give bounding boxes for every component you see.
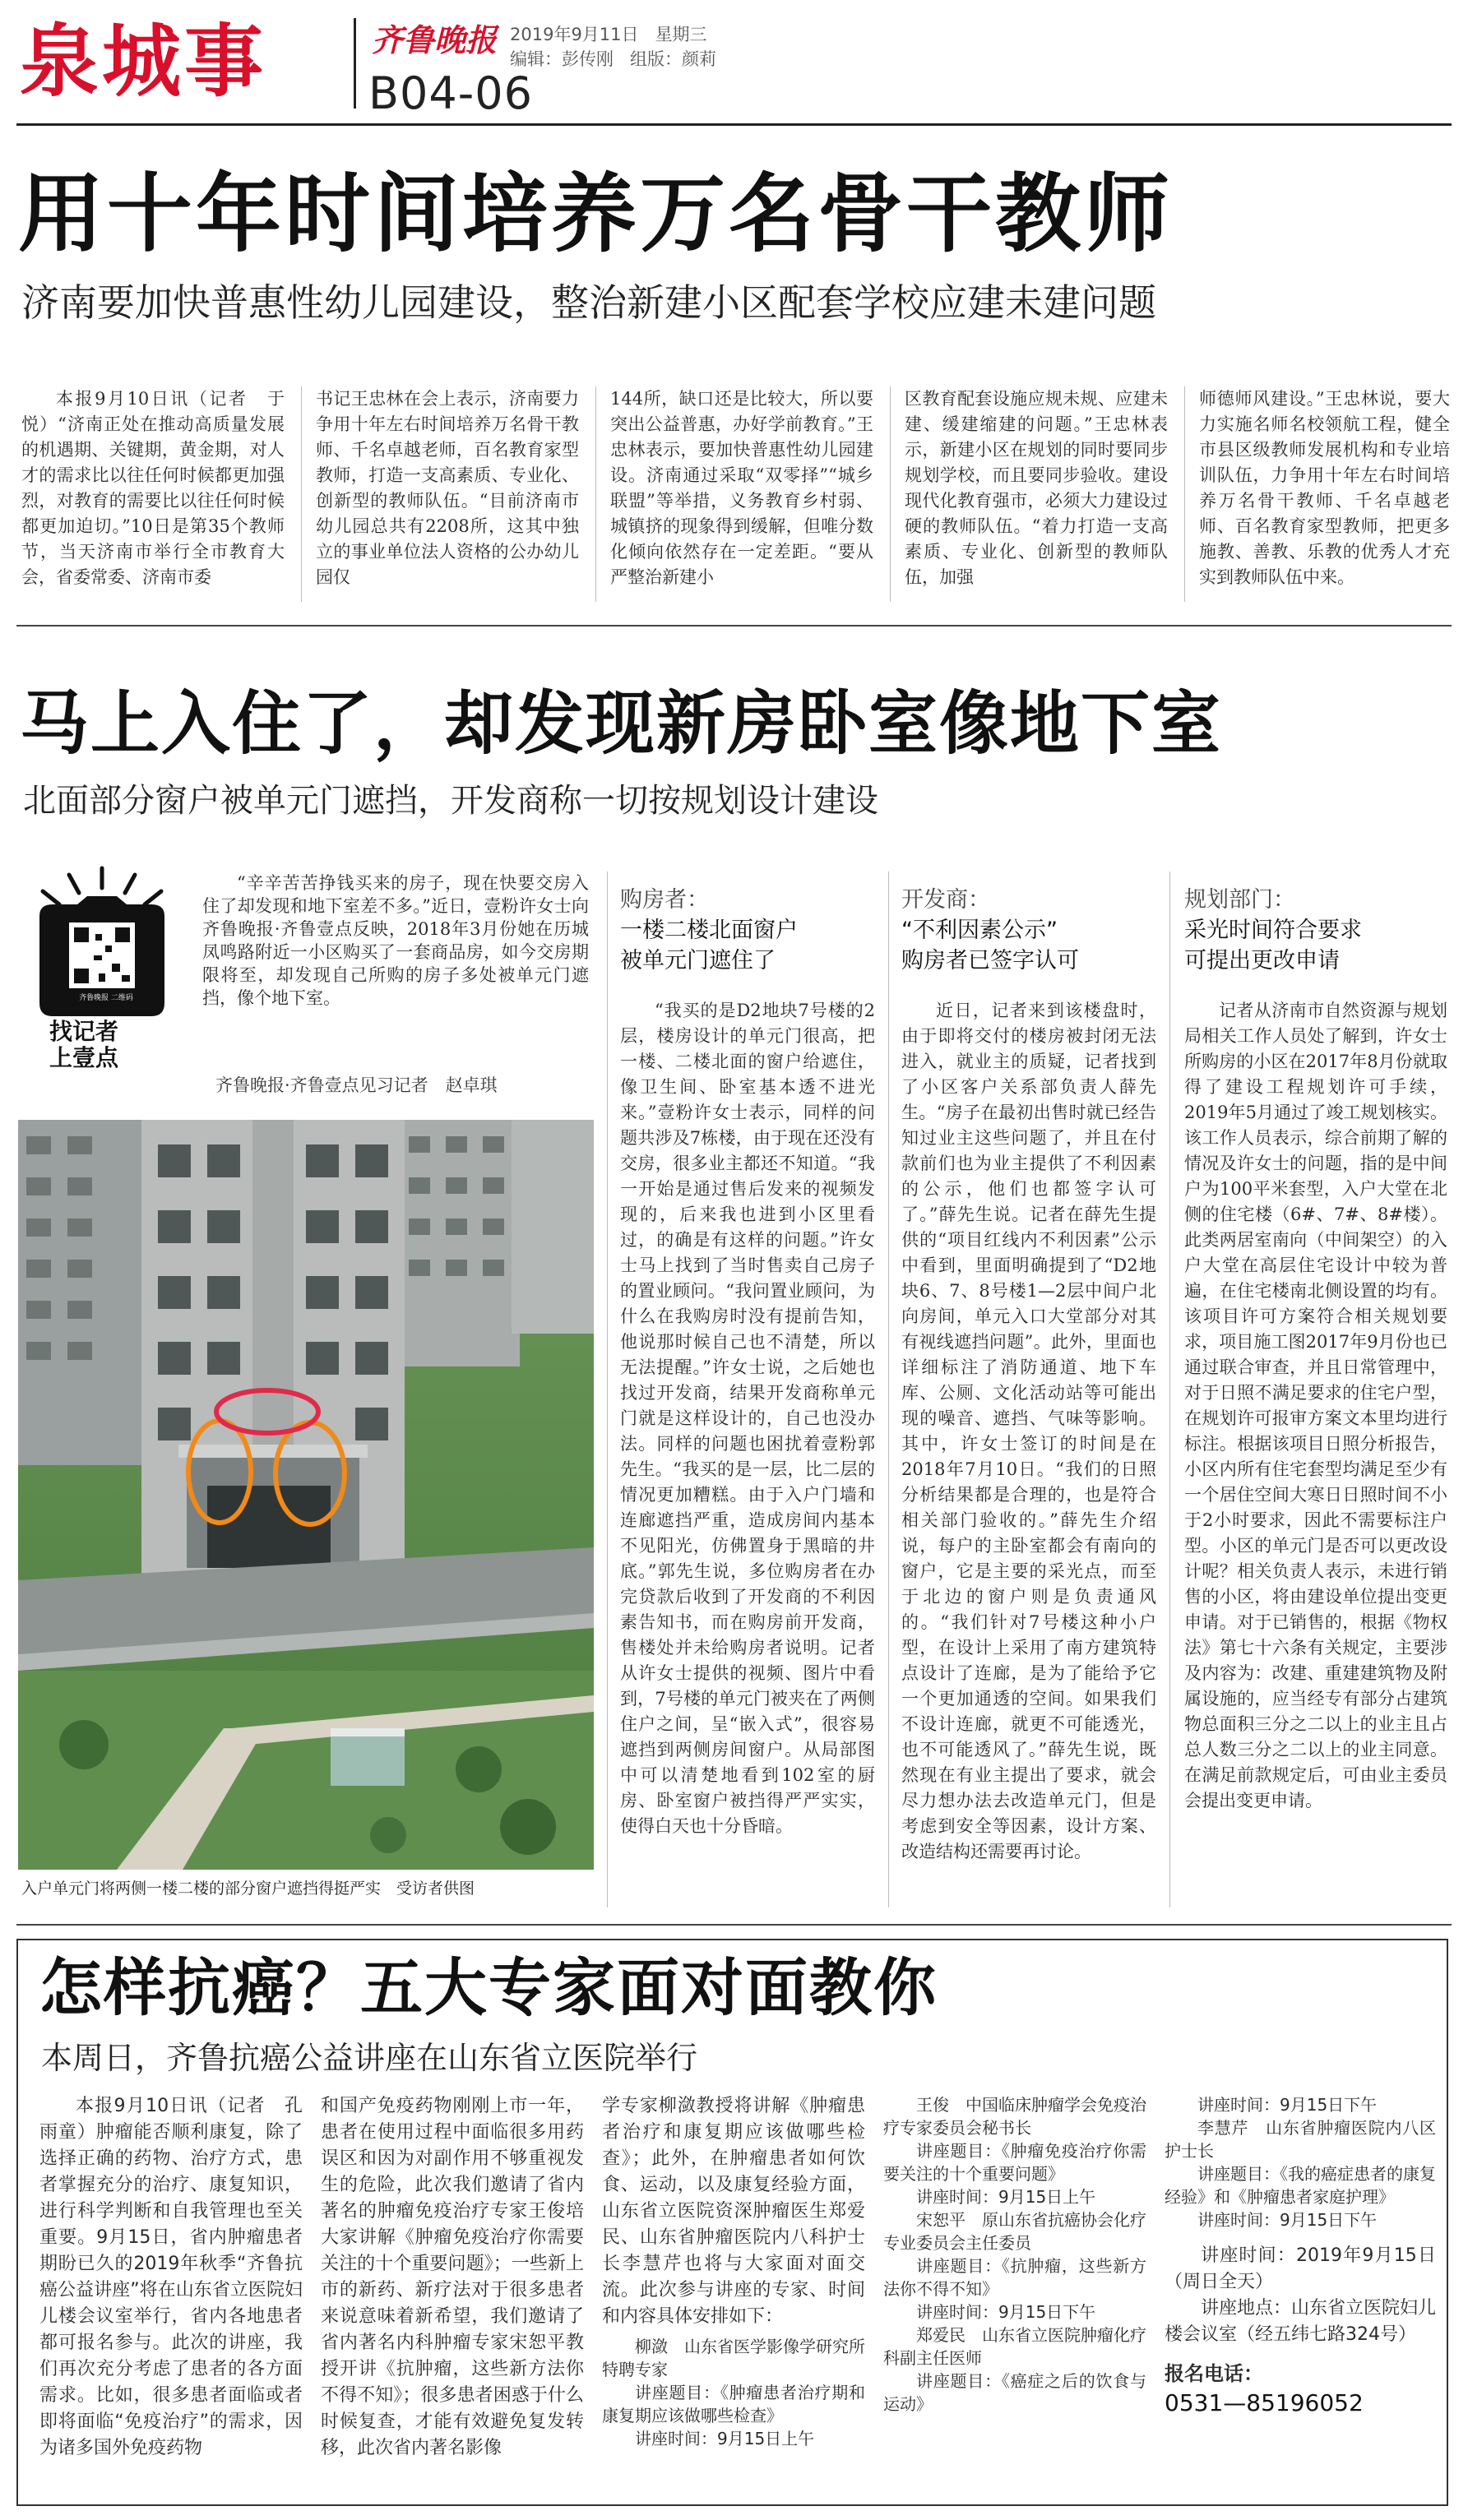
lecture-list-cont	[883, 2093, 1146, 2496]
section-planning-head	[1184, 885, 1447, 976]
lecture-time: 讲座时间：9月15日上午	[635, 2429, 815, 2448]
lecture-time: 讲座时间：9月15日下午	[916, 2302, 1096, 2322]
article3-title: 怎样抗癌？五大专家面对面教你	[39, 1951, 938, 2024]
lecture-time: 讲座时间：9月15日下午	[1197, 2095, 1378, 2115]
logo-text-2: 上壹点	[49, 1044, 119, 1071]
article1-col-3: 144所，缺口还是比较大，所以要突出公益普惠，办好学前教育。”王忠林表示，要加快普惠性幼儿园建设。济南通过采取“双零择”“城乡联盟”等举措，义务教育乡村弱、城镇挤的现象得到缓解，但唯分数化倾向依然存在一定差距。“要从严整治新建小	[610, 389, 873, 587]
article2-intro: “辛辛苦苦挣钱买来的房子，现在快要交房入住了却发现和地下室差不多。”近日，壹粉许女士向齐鲁晚报·齐鲁壹点反映，2018年3月份她在历城凤鸣路附近一小区购买了一套商品房，如今交房期限将至，却发现自己所购的房子多处被单元门遮挡，像个地下室。	[202, 873, 589, 1008]
article1-divider	[1184, 386, 1185, 602]
article1-divider	[595, 386, 596, 602]
summary-place: 讲座地点：山东省立医院妇儿楼会议室（经五纬七路324号）	[1165, 2298, 1436, 2345]
lecture-item	[883, 2093, 1146, 2208]
summary-time: 讲座时间：2019年9月15日（周日全天）	[1165, 2245, 1436, 2292]
section-buyer-head	[620, 885, 875, 976]
lecture-topic: 讲座题目：《抗肿瘤，这些新方法你不得不知》	[883, 2256, 1146, 2299]
paper-logo: 齐鲁晚报	[372, 21, 498, 58]
masthead-divider	[354, 18, 356, 109]
lecture-item	[883, 2208, 1146, 2323]
phone-label: 报名电话：	[1165, 2362, 1263, 2385]
article2-divider	[607, 872, 608, 1907]
section-buyer-label: 购房者：	[620, 887, 709, 913]
building-photo	[18, 1120, 594, 1870]
article2-title: 马上入住了，却发现新房卧室像地下室	[20, 683, 1223, 764]
lecture-time: 讲座时间：9月15日下午	[1197, 2210, 1378, 2230]
article1-subtitle: 济南要加快普惠性幼儿园建设，整治新建小区配套学校应建未建问题	[21, 280, 1156, 325]
lecture-item	[602, 2335, 865, 2450]
lecture-time: 讲座时间：9月15日上午	[916, 2187, 1096, 2207]
section-rule	[16, 625, 1452, 627]
article2-divider	[1169, 872, 1170, 1907]
article1-col-5: 师德师风建设。”王忠林说，要大力实施名师名校领航工程，健全市县区级教师发展机构和专业培训队伍，力争用十年左右时间培养万名骨干教师、千名卓越老师、百名教育家型教师，把更多施教、善教、乐教的优秀人才充实到教师队伍中来。	[1199, 389, 1450, 587]
section-planning-body: 记者从济南市自然资源与规划局相关工作人员处了解到，许女士所购房的小区在2017年8月份就取得了建设工程规划许可手续，2019年5月通过了竣工规划核实。该工作人员表示，综合前期了解的情况及许女士的问题，指的是中间户为100平米套型，入户大堂在北侧的住宅楼（6#、7#、8#楼）。此类两居室南向（中间架空）的入户大堂在高层住宅设计中较为普遍，在住宅楼南北侧设置的均有。该项目许可方案符合相关规划要求，项目施工图2017年9月份也已通过联合审查，并且日常管理中，对于日照不满足要求的住宅户型，在规划许可报审方案文本里均进行标注。根据该项目日照分析报告，小区内所有住宅套型均满足至少有一个居住空间大寒日日照时间不小于2小时要求，因此不需要标注户型。小区的单元门是否可以更改设计呢？相关负责人表示，未进行销售的小区，将由建设单位提出变更申请。对于已销售的，根据《物权法》第七十六条有关规定，主要涉及内容为：改建、重建建筑物及附属设施的，应当经专有部分占建筑物总面积三分之二以上的业主且占总人数三分之二以上的业主同意。在满足前款规定后，可由业主委员会提出变更申请。	[1184, 1001, 1447, 1810]
page-number: B04-06	[368, 67, 533, 119]
phone-number: 0531—85196052	[1165, 2389, 1364, 2416]
masthead-credits	[510, 46, 716, 71]
lecture-list	[602, 2335, 865, 2496]
section-buyer-head1: 一楼二楼北面窗户	[620, 918, 798, 943]
lecture-expert: 郑爱民 山东省立医院肿瘤化疗科副主任医师	[883, 2325, 1146, 2368]
section-developer-label: 开发商：	[901, 887, 990, 913]
section-developer-head1: “不利因素公示”	[901, 918, 1058, 943]
article3-subtitle: 本周日，齐鲁抗癌公益讲座在山东省立医院举行	[41, 2040, 698, 2076]
section-developer-body: 近日，记者来到该楼盘时，由于即将交付的楼房被封闭无法进入，就业主的质疑，记者找到了小区客户关系部负责人薛先生。“房子在最初出售时就已经告知过业主这些问题了，并且在付款前们也为业主提供了不利因素的公示，他们也都签字认可了。”薛先生说。记者在薛先生提供的“项目红线内不利因素”公示中看到，里面明确提到了“D2地块6、7、8号楼1—2层中间户北向房间，单元入口大堂部分对其有视线遮挡问题”。此外，里面也详细标注了消防通道、地下车库、公厕、文化活动站等可能出现的噪音、遮挡、气味等影响。其中，许女士签订的时间是在2018年7月10日。“我们的日照分析结果都是合理的，也是符合相关部门验收的。”薛先生介绍说，每户的主卧室都会有南向的窗户，它是主要的采光点，而至于北边的窗户则是负责通风的。“我们针对7号楼这种小户型，在设计上采用了南方建筑特点设计了连廊，是为了能给予它一个更加通透的空间。如果我们不设计连廊，就更不可能透光，也不可能透风了。”薛先生说，既然现在有业主提出了要求，就会尽力想办法去改造单元门，但是考虑到安全等因素，设计方案、改造结构还需要再讨论。	[901, 1001, 1156, 1861]
find-reporter-logo	[20, 863, 184, 1069]
section-title: 泉城事	[20, 16, 266, 108]
masthead-rule	[16, 123, 1452, 126]
article3-col-3: 学专家柳潋教授将讲解《肿瘤患者治疗和康复期应该做哪些检查》；此外，在肿瘤患者如何饮食、运动，以及康复经验方面，山东省立医院资深肿瘤医生郑爱民、山东省肿瘤医院内八科护士长李慧芹也将与大家面对面交流。此次参与讲座的专家、时间和内容具体安排如下：	[602, 2096, 865, 2327]
lecture-expert: 柳潋 山东省医学影像学研究所特聘专家	[602, 2337, 865, 2379]
section-developer-head2: 购房者已签字认可	[901, 948, 1079, 973]
logo-small-text: 齐鲁晚报 二维码	[79, 994, 133, 1002]
lecture-item	[1165, 2116, 1436, 2231]
section-planning-head2: 可提出更改申请	[1184, 948, 1340, 973]
article3-col-1: 本报9月10日讯（记者 孔雨童）肿瘤能否顺利康复，除了选择正确的药物、治疗方式，患者掌握充分的治疗、康复知识，进行科学判断和自我管理也至关重要。9月15日，省内肿瘤患者期盼已久的2019年秋季“齐鲁抗癌公益讲座”将在山东省立医院妇儿楼会议室举行，省内各地患者都可报名参与。此次的讲座，我们再次充分考虑了患者的各方面需求。比如，很多患者面临或者即将面临“免疫治疗”的需求，因为诸多国外免疫药物	[39, 2096, 303, 2458]
lecture-topic: 讲座题目：《肿瘤免疫治疗你需要关注的十个重要问题》	[883, 2141, 1146, 2184]
article2-subtitle: 北面部分窗户被单元门遮挡，开发商称一切按规划设计建设	[23, 782, 878, 820]
section-rule	[16, 1924, 1452, 1926]
lecture-expert: 宋恕平 原山东省抗癌协会化疗专业委员会主任委员	[883, 2210, 1146, 2253]
logo-text-1: 找记者	[49, 1018, 119, 1045]
masthead	[0, 0, 1468, 140]
lecture-expert: 李慧芹 山东省肿瘤医院内八区护士长	[1165, 2118, 1436, 2161]
lecture-topic: 讲座题目：《肿瘤患者治疗期和康复期应该做哪些检查》	[602, 2383, 865, 2425]
designer: 组版：颜莉	[630, 49, 717, 69]
article1-col-1: 本报9月10日讯（记者 于悦）“济南正处在推动高质量发展的机遇期、关键期，黄金期，对人才的需求比以往任何时候都更加强烈，对教育的需要比以往任何时候都更加迫切。”10日是第35个教师节，当天济南市举行全市教育大会，省委常委、济南市委	[21, 389, 285, 587]
section-planning-label: 规划部门：	[1184, 887, 1295, 913]
article1-divider	[301, 386, 302, 602]
section-buyer-head2: 被单元门遮住了	[620, 948, 776, 973]
lecture-topic: 讲座题目：《我的癌症患者的康复经验》和《肿瘤患者家庭护理》	[1165, 2164, 1436, 2207]
article1-title: 用十年时间培养万名骨干教师	[18, 164, 1174, 264]
article1-col-4: 区教育配套设施应规未规、应建未建、缓建缩建的问题。”王忠林表示，新建小区在规划的同时要同步规划学校，而且要同步验收。建设现代化教育强市，必须大力建设过硬的教师队伍。“着力打造一支高素质、专业化、创新型的教师队伍，加强	[905, 389, 1168, 587]
section-buyer-body: “我买的是D2地块7号楼的2层，楼房设计的单元门很高，把一楼、二楼北面的窗户给遮住，像卫生间、卧室基本透不进光来。”壹粉许女士表示，同样的问题共涉及7栋楼，由于现在还没有交房，很多业主都还不知道。“我一开始是通过售后发来的视频发现的，后来我也进到小区里看过，的确是有这样的问题。”许女士马上找到了当时售卖自己房子的置业顾问。“我问置业顾问，为什么在我购房时没有提前告知，他说那时候自己也不清楚，所以无法提醒。”许女士说，之后她也找过开发商，结果开发商称单元门就是这样设计的，自己也没办法。同样的问题也困扰着壹粉郭先生。“我买的是一层，比二层的情况更加糟糕。由于入户门墙和连廊遮挡严重，造成房间内基本不见阳光，仿佛置身于黑暗的井底。”郭先生说，多位购房者在办完贷款后收到了开发商的不利因素告知书，而在购房前开发商，售楼处并未给购房者说明。记者从许女士提供的视频、图片中看到，7号楼的单元门被夹在了两侧住户之间，呈“嵌入式”，很容易遮挡到两侧房间窗户。从局部图中可以清楚地看到102室的厨房、卧室窗户被挡得严严实实，使得白天也十分昏暗。	[620, 1001, 875, 1836]
lecture-expert: 王俊 中国临床肿瘤学会免疫治疗专家委员会秘书长	[883, 2095, 1146, 2138]
lecture-item	[883, 2323, 1146, 2416]
section-planning-head1: 采光时间符合要求	[1184, 918, 1362, 943]
article3-col-2: 和国产免疫药物刚刚上市一年，患者在使用过程中面临很多用药误区和因为对副作用不够重视发生的危险，此次我们邀请了省内著名的肿瘤免疫治疗专家王俊培大家讲解《肿瘤免疫治疗你需要关注的十个重要问题》；一些新上市的新药、新疗法对于很多患者来说意味着新希望，我们邀请了省内著名内科肿瘤专家宋恕平教授开讲《抗肿瘤，这些新方法你不得不知》；很多患者困惑于什么时候复查，才能有效避免复发转移，此次省内著名影像	[321, 2096, 584, 2458]
lecture-topic: 讲座题目：《癌症之后的饮食与运动》	[883, 2371, 1146, 2414]
article2-byline: 齐鲁晚报·齐鲁壹点见习记者 赵卓琪	[215, 1075, 498, 1095]
article2-divider	[888, 872, 889, 1907]
photo-caption: 入户单元门将两侧一楼二楼的部分窗户遮挡得挺严实 受访者供图	[21, 1880, 475, 1898]
article1-col-2: 书记王忠林在会上表示，济南要力争用十年左右时间培养万名骨干教师、千名卓越老师，百名教育家型教师，打造一支高素质、专业化、创新型的教师队伍。“目前济南市幼儿园总共有2208所，这其中独立的事业单位法人资格的公办幼儿园仅	[316, 389, 579, 587]
section-developer-head	[901, 885, 1156, 976]
weekday: 星期三	[655, 25, 707, 44]
article1-divider	[890, 386, 891, 602]
masthead-date	[510, 21, 707, 46]
building-photo-illustration	[18, 1120, 594, 1870]
date: 2019年9月11日	[510, 25, 639, 44]
editor: 编辑：彭传刚	[510, 49, 614, 69]
lecture-list-end	[1165, 2093, 1436, 2496]
